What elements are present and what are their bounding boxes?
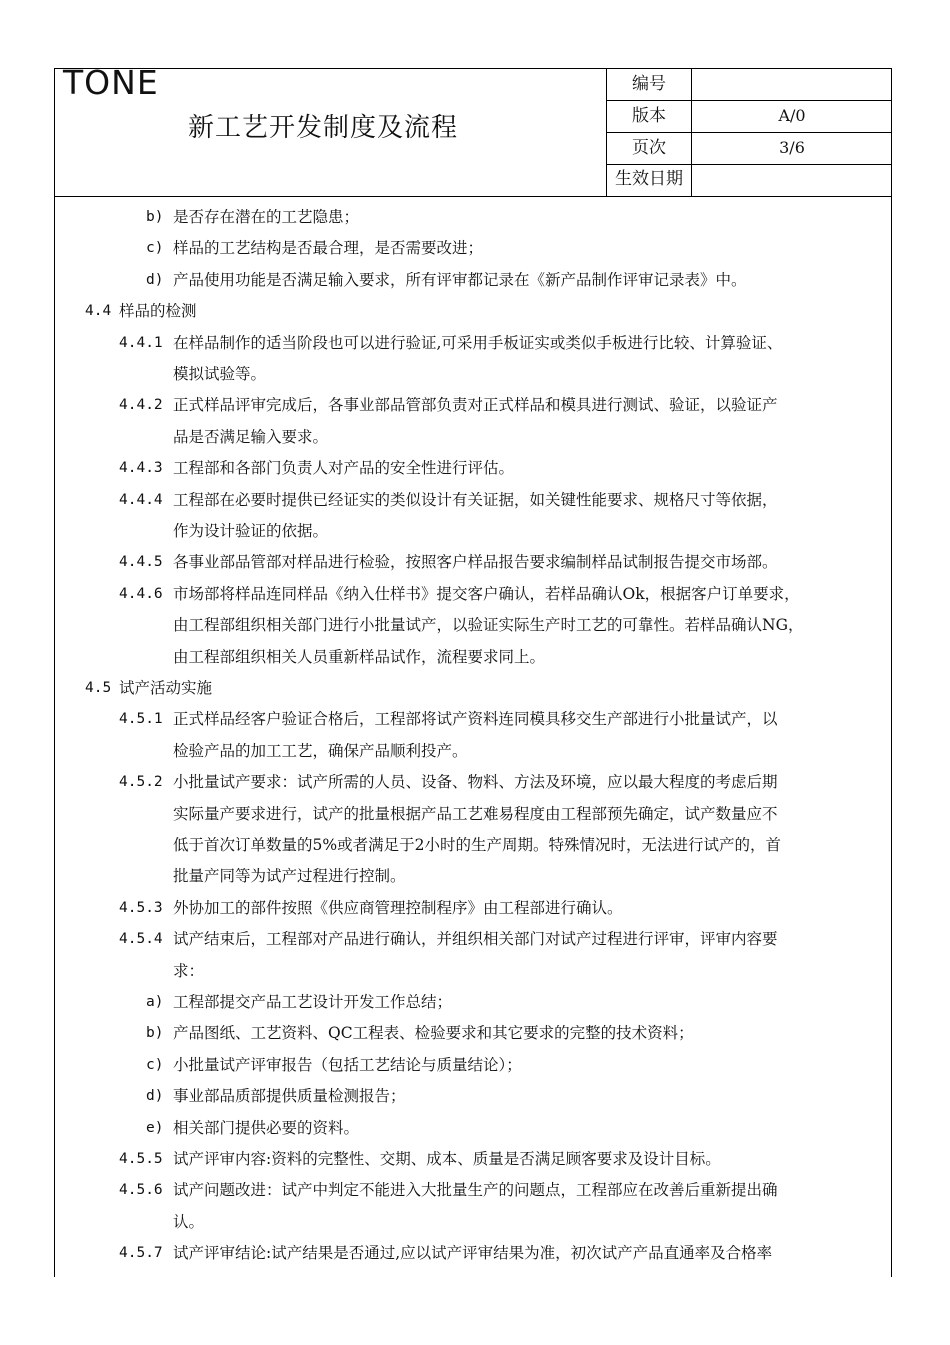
paragraph-text: 正式样品经客户验证合格后，工程部将试产资料连同模具移交生产部进行小批量试产，以	[173, 710, 778, 729]
paragraph-text: 市场部将样品连同样品《纳入仕样书》提交客户确认，若样品确认Ok，根据客户订单要求，	[173, 584, 800, 603]
paragraph-text: 作为设计验证的依据。	[173, 522, 329, 540]
section-number: 4.4.6	[119, 585, 163, 602]
meta-value	[692, 164, 892, 196]
paragraph-text: 样品的工艺结构是否最合理，是否需要改进；	[173, 239, 484, 258]
paragraph-text: 在样品制作的适当阶段也可以进行验证,可采用手板证实或类似手板进行比较、计算验证、	[173, 333, 783, 352]
section-number: c)	[146, 1056, 164, 1073]
paragraph-text: 模拟试验等。	[173, 365, 267, 383]
meta-label: 页次	[607, 133, 692, 164]
paragraph-text: 相关部门提供必要的资料。	[173, 1118, 360, 1137]
paragraph-text: 产品图纸、工艺资料、QC工程表、检验要求和其它要求的完整的技术资料；	[173, 1024, 694, 1043]
paragraph-text: 试产问题改进：试产中判定不能进入大批量生产的问题点，工程部应在改善后重新提出确	[173, 1181, 778, 1200]
section-number: 4.4.2	[119, 397, 163, 414]
paragraph-text: 正式样品评审完成后，各事业部品管部负责对正式样品和模具进行测试、验证，以验证产	[173, 396, 778, 415]
paragraph-text: 工程部在必要时提供已经证实的类似设计有关证据，如关键性能要求、规格尺寸等依据，	[173, 490, 778, 509]
paragraph-text: 求：	[173, 961, 205, 980]
paragraph-text: 事业部品质部提供质量检测报告；	[173, 1087, 406, 1106]
paragraph-text: 品是否满足输入要求。	[173, 427, 329, 446]
section-number: b)	[146, 1025, 164, 1042]
paragraph-text: 试产评审结论:试产结果是否通过,应以试产评审结果为准，初次试产产品直通率及合格率	[173, 1244, 773, 1263]
paragraph-text: 小批量试产评审报告（包括工艺结论与质量结论）；	[173, 1055, 522, 1074]
paragraph-text: 低于首次订单数量的5%或者满足于2小时的生产周期。特殊情况时，无法进行试产的，首	[173, 836, 781, 854]
section-number: d)	[146, 271, 164, 288]
paragraph-text: 小批量试产要求：试产所需的人员、设备、物料、方法及环境，应以最大程度的考虑后期	[173, 773, 778, 792]
document-meta-table	[606, 69, 892, 196]
document-header	[55, 63, 891, 197]
document-title: 新工艺开发制度及流程	[188, 113, 459, 143]
paragraph-text: 由工程部组织相关人员重新样品试作，流程要求同上。	[173, 647, 546, 666]
meta-label: 编号	[607, 69, 692, 100]
section-number: 4.5.6	[119, 1182, 163, 1199]
section-number: 4.5.4	[119, 931, 163, 948]
section-number: 4.4	[85, 303, 112, 320]
paragraph-text: 试产活动实施	[119, 679, 213, 697]
section-number: 4.5.2	[119, 774, 163, 791]
section-number: 4.4.4	[119, 491, 163, 508]
meta-row-page	[607, 133, 892, 165]
section-number: a)	[146, 994, 164, 1010]
paragraph-text: 试产评审内容:资料的完整性、交期、成本、质量是否满足顾客要求及设计目标。	[173, 1150, 721, 1168]
section-number: b)	[146, 209, 164, 225]
section-number: 4.5.7	[119, 1245, 163, 1262]
meta-label: 版本	[607, 101, 692, 132]
section-number: 4.5.3	[119, 899, 163, 916]
meta-row-number	[607, 69, 892, 101]
paragraph-text: 工程部提交产品工艺设计开发工作总结；	[173, 993, 453, 1011]
meta-row-effective-date	[607, 164, 892, 196]
section-number: 4.4.1	[119, 334, 163, 351]
paragraph-text: 试产结束后，工程部对产品进行确认，并组织相关部门对试产过程进行评审，评审内容要	[173, 930, 778, 949]
meta-label: 生效日期	[607, 164, 692, 196]
paragraph-text: 由工程部组织相关部门进行小批量试产，以验证实际生产时工艺的可靠性。若样品确认NG，	[173, 616, 804, 635]
section-number: e)	[146, 1119, 164, 1136]
section-number: 4.5.1	[119, 711, 163, 728]
paragraph-text: 是否存在潜在的工艺隐患；	[173, 208, 360, 226]
paragraph-text: 工程部和各部门负责人对产品的安全性进行评估。	[173, 459, 515, 478]
meta-value	[692, 69, 892, 100]
meta-value: 3/6	[779, 138, 805, 157]
section-number: d)	[146, 1088, 164, 1105]
paragraph-text: 样品的检测	[119, 302, 197, 321]
paragraph-text: 批量产同等为试产过程进行控制。	[173, 867, 406, 886]
meta-row-version	[607, 101, 892, 133]
meta-value: A/0	[778, 106, 806, 125]
paragraph-text: 检验产品的加工工艺，确保产品顺利投产。	[173, 741, 468, 760]
paragraph-text: 各事业部品管部对样品进行检验，按照客户样品报告要求编制样品试制报告提交市场部。	[173, 553, 778, 572]
company-logo: TONE	[63, 63, 159, 102]
section-number: 4.4.5	[119, 554, 163, 571]
section-number: 4.4.3	[119, 460, 163, 477]
paragraph-text: 外协加工的部件按照《供应商管理控制程序》由工程部进行确认。	[173, 898, 623, 917]
section-number: c)	[146, 240, 164, 257]
paragraph-text: 认。	[173, 1212, 205, 1231]
document-frame	[54, 63, 892, 1277]
section-number: 4.5	[85, 680, 112, 696]
section-number: 4.5.5	[119, 1151, 163, 1167]
paragraph-text: 实际量产要求进行，试产的批量根据产品工艺难易程度由工程部预先确定，试产数量应不	[173, 804, 778, 823]
paragraph-text: 产品使用功能是否满足输入要求，所有评审都记录在《新产品制作评审记录表》中。	[173, 270, 747, 289]
